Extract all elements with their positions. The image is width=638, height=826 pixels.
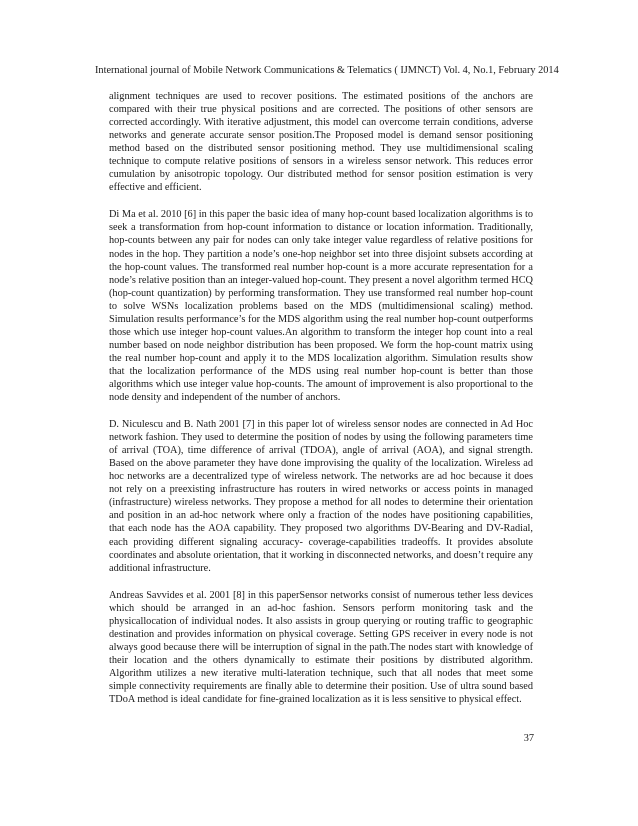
- page-number: 37: [523, 733, 534, 744]
- paragraph-savvides: Andreas Savvides et al. 2001 [8] in this paperSensor networks consist of numerous tether less devices which should be arranged in an ad-hoc fashion. Sensors perform monitoring task and the physicallocation of individual nodes. It also assists in group querying or routing traffic to geographic destination and provides information on physical coverage. Setting GPS receiver in every node is not always good because there will be interruption of signal in the path.The nodes start with knowledge of their location and the others dynamically to estimate their positions by distributed algorithm. Algorithm utilizes a new iterative multi-lateration technique, such that all nodes that meet some simple connectivity requirements are finally able to determine their position. Use of ultra sound based TDoA method is ideal candidate for fine-grained localization as it is less sensitive to physical effect.: [109, 589, 533, 706]
- paragraph-di-ma-hcq: Di Ma et al. 2010 [6] in this paper the basic idea of many hop-count based localization algorithms is to seek a transformation from hop-count information to distance or location information. Traditionally, hop-counts between any pair for nodes can only take integer value regardless of relative positions for nodes in the hop. They partition a node’s one-hop neighbor set into three disjoint subsets according at the hop-count values. The transformed real number hop-count is a more accurate representation for a node’s relative position than an integer-valued hop-count. They present a novel algorithm termed HCQ (hop-count quantization) by performing transformation. They use transformed real number hop-count to solve WSNs localization problems based on the MDS (multidimensional scaling) method. Simulation results performance’s for the MDS algorithm using the real number hop-count outperforms those which use integer hop-count values.An algorithm to transform the integer hop count into a real number based on node neighbor distribution has been proposed. We form the hop-count matrix using the real number hop-count and apply it to the MDS localization algorithm. Simulation results show that the localization performance of the MDS using real number hop-count is better than those algorithms which use integer value hop-counts. The amount of improvement is also proportional to the node density and independent of the number of anchors.: [109, 209, 533, 404]
- paragraph-niculescu-nath: D. Niculescu and B. Nath 2001 [7] in this paper lot of wireless sensor nodes are connected in Ad Hoc network fashion. They used to determine the position of nodes by using the following parameters time of arrival (TOA), time difference of arrival (TDOA), angle of arrival (AOA), and signal strength. Based on the above parameter they have done improvising the quality of the localization. Wireless ad hoc networks are a decentralized type of wireless network. The networks are ad hoc because it does not rely on a preexisting infrastructure has routers in wired networks or access points in managed (infrastructure) wireless networks. They propose a method for all nodes to determine their orientation and position in an ad-hoc network where only a fraction of the nodes have positioning capabilities, that each node has the AOA capability. They proposed two algorithms DV-Bearing and DV-Radial, each providing different signaling accuracy- coverage-capabilities tradeoffs. It provides absolute coordinates and absolute orientation, that it working in disconnected networks, and doesn’t require any additional infrastructure.: [109, 419, 533, 574]
- article-body: [109, 90, 533, 720]
- paragraph-positioning-model: alignment techniques are used to recover positions. The estimated positions of the anchors are compared with their true physical positions and are corrected. The positions of other sensors are corrected accordingly. With iterative adjustment, this model can overcome terrain conditions, adverse networks and generate accurate sensor position.The Proposed model is demand sensor positioning method based on the distributed sensor positioning method. They use multidimensional scaling technique to compute relative positions of sensors in a wireless sensor network. This reduces error cumulation by anisotropic topology. Our distributed method for sensor position estimation is very effective and efficient.: [109, 91, 533, 194]
- journal-header: International journal of Mobile Network Communications & Telematics ( IJMNCT) Vol. 4, No.1, February 2014: [95, 65, 559, 76]
